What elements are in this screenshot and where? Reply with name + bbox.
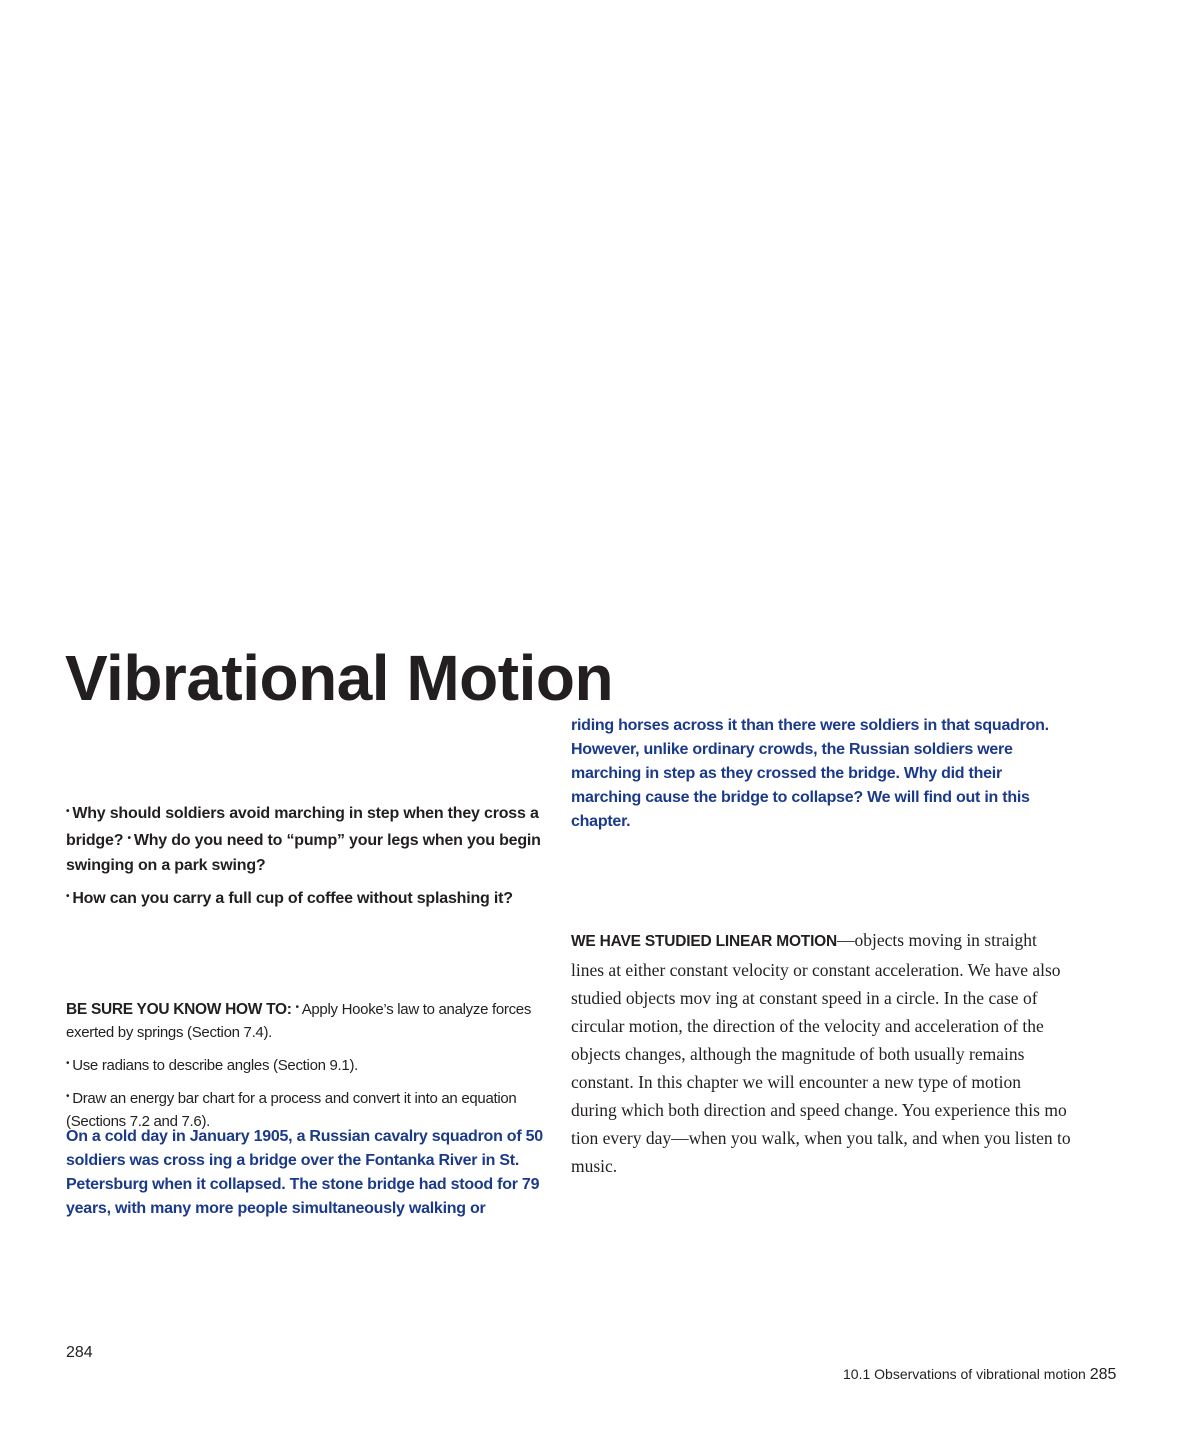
bullet-icon: •	[66, 1058, 70, 1069]
prereq-item-3: Draw an energy bar chart for a process and convert it into an equation (Sections 7.2 and 7.6).	[66, 1090, 517, 1130]
question-2: Why do you need to “pump” your legs when you begin swinging on a park swing?	[66, 832, 541, 874]
question-group	[66, 799, 571, 878]
intro-paragraph	[571, 926, 1071, 1180]
prereq-item-1: Apply Hooke’s law to analyze forces exerted by springs (Section 7.4).	[66, 1001, 532, 1041]
story-part-1: On a cold day in January 1905, a Russian cavalry squadron of 50 soldiers was cross ing a bridge over the Fontanka River in St. Petersburg when it collapsed. The stone bridge had stood for 79 years, with many more people simultaneously walking or	[66, 1128, 543, 1217]
intro-text: —objects moving in straight lines at either constant velocity or constant acceleration. We have also studied objects mov ing at constant speed in a circle. In the case of circular motion, the direction of the velocity and acceleration of the objects changes, although the magnitude of both usually remains constant. In this chapter we will encounter a new type of motion during which both direction and speed change. You experience this mo tion every day—when you walk, when you talk, and when you listen to music.	[571, 930, 1071, 1176]
prereq-item	[66, 1052, 566, 1077]
bullet-icon: •	[127, 833, 131, 844]
question-3: How can you carry a full cup of coffee without splashing it?	[72, 890, 513, 907]
question-1: Why should soldiers avoid marching in step when they cross a bridge?	[66, 805, 539, 849]
chapter-title: Vibrational Motion	[65, 642, 614, 714]
be-sure-you-know-box	[66, 996, 566, 1133]
story-part-2: riding horses across it than there were soldiers in that squadron. However, unlike ordinary crowds, the Russian soldiers were marching in step as they crossed the bridge. Why did their marching cause the bridge to collapse? We will find out in this chapter.	[571, 717, 1049, 830]
bullet-icon: •	[66, 891, 70, 902]
chapter-questions	[66, 799, 571, 911]
question-group	[66, 884, 571, 911]
page-number-right: 285	[1089, 1366, 1117, 1383]
prereq-item-2: Use radians to describe angles (Section 9.1).	[72, 1057, 359, 1074]
intro-lead: WE HAVE STUDIED LINEAR MOTION	[571, 933, 838, 950]
section-title: 10.1 Observations of vibrational motion	[843, 1366, 1086, 1382]
bullet-icon: •	[66, 806, 70, 817]
running-footer	[843, 1366, 1116, 1384]
be-sure-heading: BE SURE YOU KNOW HOW TO:	[66, 1001, 292, 1018]
page-number-left: 284	[66, 1344, 93, 1361]
bullet-icon: •	[66, 1091, 70, 1102]
bullet-icon: •	[295, 1002, 299, 1013]
prereq-item	[66, 996, 566, 1044]
